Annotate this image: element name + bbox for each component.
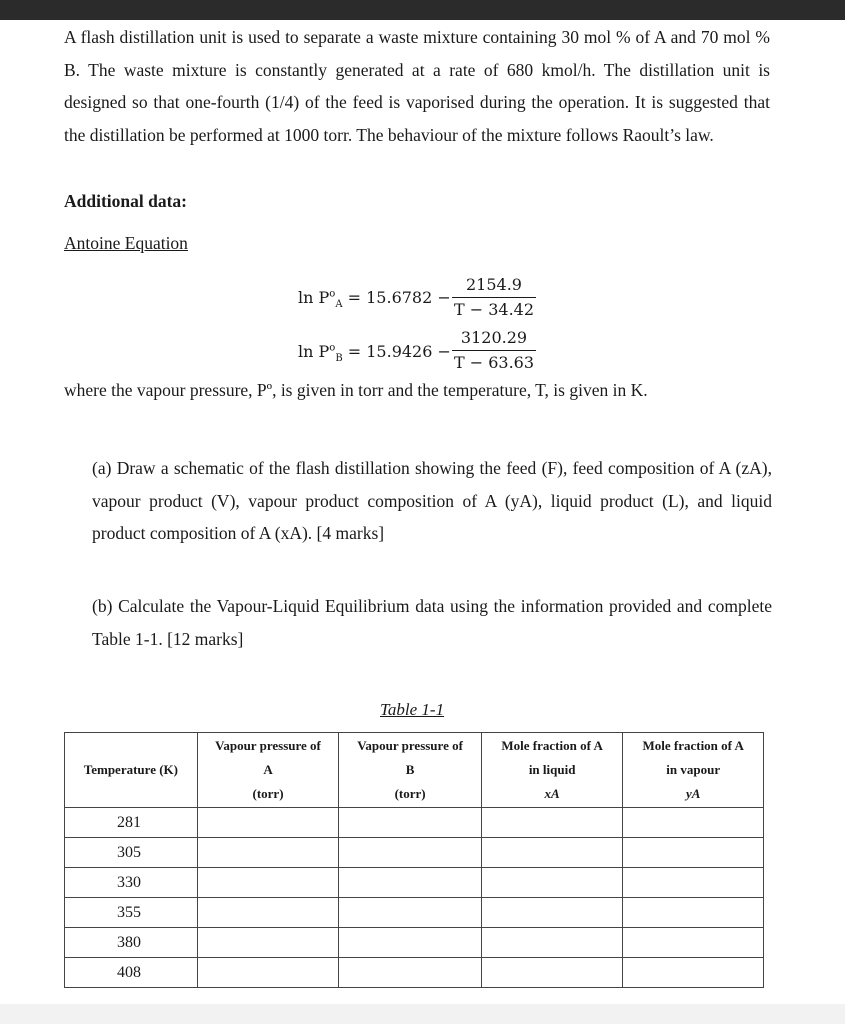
table-row — [65, 868, 764, 898]
empty-cell — [481, 928, 623, 958]
header-temperature: Temperature (K) — [65, 733, 198, 808]
header-vapour-pressure-b: Vapour pressure of B (torr) — [339, 733, 482, 808]
eq-a-constant: = 15.6782 − — [342, 288, 451, 307]
empty-cell — [481, 838, 623, 868]
window-bottom-bar — [0, 1004, 845, 1024]
header-vapour-pressure-a: Vapour pressure of A (torr) — [197, 733, 339, 808]
empty-cell — [197, 868, 339, 898]
question-a-label: (a) — [92, 458, 112, 478]
question-b — [64, 590, 772, 655]
temperature-cell: 330 — [65, 868, 198, 898]
eq-a-numerator: 2154.9 — [466, 275, 522, 294]
eq-a-sup: o — [329, 288, 336, 300]
empty-cell — [197, 898, 339, 928]
empty-cell — [481, 868, 623, 898]
eq-b-constant: = 15.9426 − — [342, 342, 451, 361]
header-mole-fraction-liquid: Mole fraction of A in liquid xA — [481, 733, 623, 808]
eq-b-denominator: T − 63.63 — [453, 353, 535, 372]
eq-a-sub: A — [335, 299, 343, 311]
eq-b-numerator: 3120.29 — [460, 328, 528, 347]
table-row — [65, 898, 764, 928]
table-row — [65, 928, 764, 958]
antoine-equation-heading: Antoine Equation — [64, 233, 188, 253]
table-caption: Table 1-1 — [380, 700, 445, 719]
empty-cell — [623, 958, 764, 988]
temperature-cell: 380 — [65, 928, 198, 958]
eq-a-ln: ln P — [298, 288, 330, 307]
empty-cell — [339, 928, 482, 958]
eq-b-ln: ln P — [298, 342, 330, 361]
empty-cell — [623, 898, 764, 928]
empty-cell — [481, 808, 623, 838]
empty-cell — [339, 898, 482, 928]
table-header-row — [65, 733, 764, 808]
table-row — [65, 838, 764, 868]
eq-b-sub: B — [335, 353, 343, 365]
additional-data-heading: Additional data: — [64, 191, 188, 211]
question-b-label: (b) — [92, 596, 113, 616]
empty-cell — [339, 808, 482, 838]
problem-statement: A flash distillation unit is used to separate a waste mixture containing 30 mol % of A and 70 mol % B. The waste mixture is constantly generated at a rate of 680 kmol/h. The distillation unit is designed so that one-fourth (1/4) of the feed is vaporised during the operation. It is suggested that the distillation be performed at 1000 torr. The behaviour of the mixture follows Raoult’s law. — [64, 27, 770, 145]
empty-cell — [623, 868, 764, 898]
temperature-cell: 305 — [65, 838, 198, 868]
temperature-cell: 281 — [65, 808, 198, 838]
empty-cell — [481, 958, 623, 988]
empty-cell — [339, 838, 482, 868]
vapour-pressure-units-note: where the vapour pressure, Pº, is given in torr and the temperature, T, is given in K. — [64, 380, 648, 400]
empty-cell — [197, 928, 339, 958]
empty-cell — [197, 958, 339, 988]
empty-cell — [481, 898, 623, 928]
vle-data-table — [64, 732, 764, 988]
empty-cell — [197, 838, 339, 868]
table-row — [65, 808, 764, 838]
empty-cell — [197, 808, 339, 838]
empty-cell — [623, 928, 764, 958]
empty-cell — [339, 958, 482, 988]
empty-cell — [623, 838, 764, 868]
question-a — [64, 452, 772, 550]
question-b-text: Calculate the Vapour-Liquid Equilibrium data using the information provided and complete Table 1-1. [12 marks] — [92, 596, 772, 649]
window-top-bar — [0, 0, 845, 20]
temperature-cell: 355 — [65, 898, 198, 928]
question-a-text: Draw a schematic of the flash distillation showing the feed (F), feed composition of A (zA), vapour product (V), vapour product composition of A (yA), liquid product (L), and liquid product composition of A (xA). [4 marks] — [92, 458, 772, 543]
header-mole-fraction-vapour: Mole fraction of A in vapour yA — [623, 733, 764, 808]
table-row — [65, 958, 764, 988]
empty-cell — [623, 808, 764, 838]
empty-cell — [339, 868, 482, 898]
temperature-cell: 408 — [65, 958, 198, 988]
eq-a-denominator: T − 34.42 — [453, 300, 535, 319]
eq-b-sup: o — [329, 342, 336, 354]
